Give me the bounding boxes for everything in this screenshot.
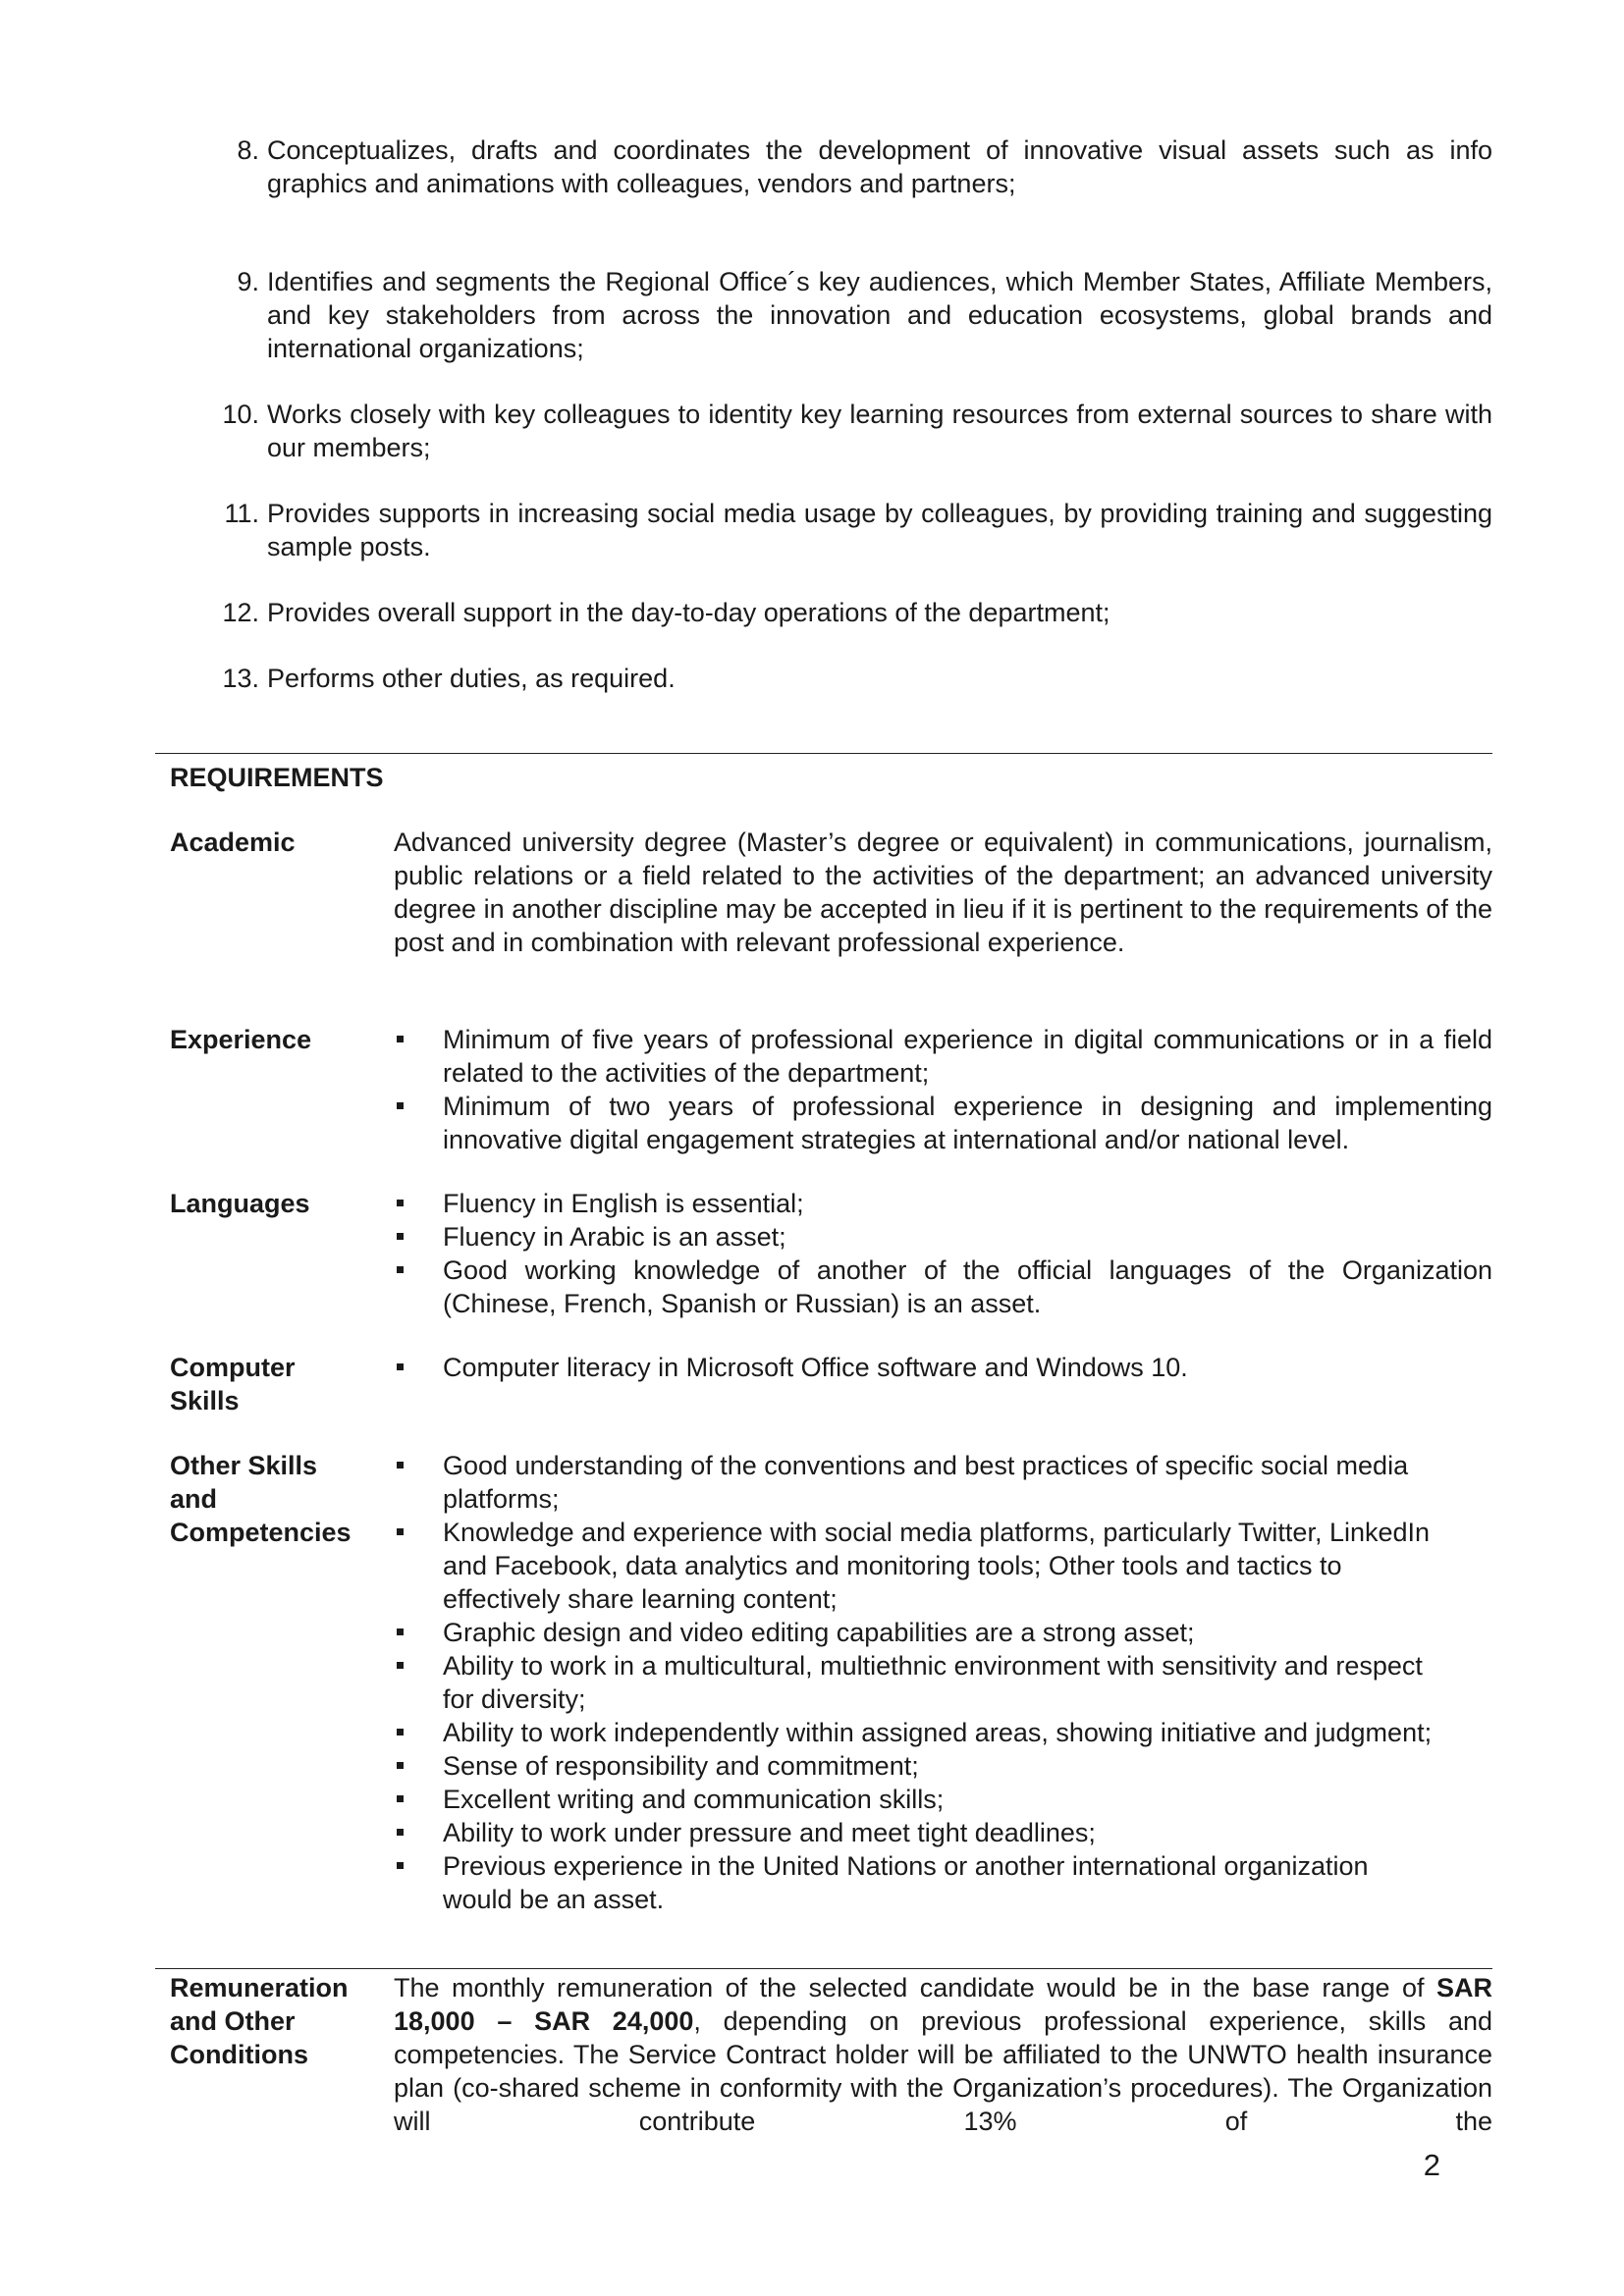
list-item-text: Provides supports in increasing social media usage by colleagues, by providing training and suggesting sample posts. — [267, 499, 1492, 561]
list-item: Good understanding of the conventions and best practices of specific social media platforms; — [394, 1449, 1443, 1516]
list-item-number: 9. — [237, 267, 259, 296]
list-item-text: Identifies and segments the Regional Office´s key audiences, which Member States, Affiliate Members, and key stakeholders from across the innovation and education ecosystems, global brands and international organizations; — [267, 267, 1492, 363]
list-item: Excellent writing and communication skills; — [394, 1783, 1443, 1816]
bullet-list — [394, 1449, 1443, 1916]
list-item-text: Provides overall support in the day-to-day operations of the department; — [267, 598, 1110, 627]
list-item — [204, 596, 1492, 629]
list-item: Ability to work independently within assigned areas, showing initiative and judgment; — [394, 1716, 1443, 1749]
duties-list — [204, 133, 1492, 727]
salary-range: SAR 18,000 – SAR 24,000 — [394, 1973, 1492, 2036]
requirement-experience — [170, 1023, 1492, 1156]
list-item-text: Works closely with key colleagues to identity key learning resources from external sources to share with our members; — [267, 400, 1492, 462]
section-title: REQUIREMENTS — [170, 763, 384, 792]
requirement-languages — [170, 1187, 1492, 1320]
list-item: Ability to work in a multicultural, multiethnic environment with sensitivity and respect for diversity; — [394, 1649, 1443, 1716]
list-item: Knowledge and experience with social media platforms, particularly Twitter, LinkedIn and Facebook, data analytics and monitoring tools; Other tools and tactics to effectively share learning content; — [394, 1516, 1443, 1616]
requirement-label: Experience — [170, 1025, 312, 1054]
requirement-academic — [170, 826, 1492, 959]
list-item: Fluency in English is essential; — [394, 1187, 1492, 1220]
requirement-label-line: Competencies — [170, 1518, 352, 1547]
remuneration-text — [394, 1971, 1492, 2138]
list-item: Good working knowledge of another of the official languages of the Organization (Chinese, French, Spanish or Russian) is an asset. — [394, 1254, 1492, 1320]
list-item-text: Performs other duties, as required. — [267, 664, 676, 693]
bullet-list — [394, 1187, 1492, 1320]
section-divider — [155, 1968, 1492, 1969]
list-item — [204, 133, 1492, 200]
list-item: Previous experience in the United Nations or another international organization would be an asset. — [394, 1849, 1443, 1916]
list-item — [204, 662, 1492, 695]
list-item: Minimum of two years of professional experience in designing and implementing innovative digital engagement strategies at international and/or national level. — [394, 1090, 1492, 1156]
requirement-label-line: Other Skills — [170, 1451, 318, 1480]
bullet-list — [394, 1023, 1492, 1156]
requirement-label — [170, 1351, 394, 1417]
section-divider — [155, 753, 1492, 754]
page-number: 2 — [1423, 2148, 1440, 2182]
requirement-label-line: Computer — [170, 1353, 296, 1382]
list-item: Computer literacy in Microsoft Office software and Windows 10. — [394, 1351, 1492, 1384]
requirement-text: Advanced university degree (Master’s degree or equivalent) in communications, journalism, public relations or a field related to the activities of the department; an advanced university degree in another discipline may be accepted in lieu if it is pertinent to the requirements of the post and in combination with relevant professional experience. — [394, 828, 1492, 957]
requirement-label: Languages — [170, 1189, 310, 1218]
list-item — [204, 398, 1492, 464]
list-item — [204, 265, 1492, 365]
requirement-computer-skills — [170, 1351, 1492, 1417]
list-item: Graphic design and video editing capabilities are a strong asset; — [394, 1616, 1443, 1649]
requirement-label: Academic — [170, 828, 296, 857]
remuneration-text-part: The monthly remuneration of the selected candidate would be in the base range of — [394, 1973, 1436, 2002]
requirement-label-line: Remuneration — [170, 1973, 349, 2002]
requirement-label-line: and — [170, 1484, 218, 1514]
remuneration-section — [170, 1971, 1492, 2138]
list-item — [204, 497, 1492, 563]
list-item-number: 12. — [222, 598, 259, 627]
requirement-label — [170, 1971, 394, 2138]
list-item-number: 11. — [224, 499, 259, 528]
requirement-label-line: Skills — [170, 1386, 240, 1415]
list-item-number: 13. — [222, 664, 259, 693]
list-item: Minimum of five years of professional experience in digital communications or in a field related to the activities of the department; — [394, 1023, 1492, 1090]
requirement-other-skills — [170, 1449, 1492, 1916]
list-item-number: 8. — [237, 135, 259, 165]
list-item: Sense of responsibility and commitment; — [394, 1749, 1443, 1783]
requirement-label-line: Conditions — [170, 2040, 308, 2069]
list-item-number: 10. — [222, 400, 259, 429]
requirement-label-line: and Other — [170, 2006, 296, 2036]
list-item: Ability to work under pressure and meet tight deadlines; — [394, 1816, 1443, 1849]
list-item: Fluency in Arabic is an asset; — [394, 1220, 1492, 1254]
list-item-text: Conceptualizes, drafts and coordinates the development of innovative visual assets such as info graphics and animations with colleagues, vendors and partners; — [267, 135, 1492, 198]
requirement-label — [170, 1449, 394, 1916]
remuneration-text-part: , depending on previous professional experience, skills and competencies. The Service Contract holder will be affiliated to the UNWTO health insurance plan (co-shared scheme in conformity with the Organization’s procedures). The Organization will contribute 13% of the — [394, 2006, 1492, 2136]
bullet-list — [394, 1351, 1492, 1384]
